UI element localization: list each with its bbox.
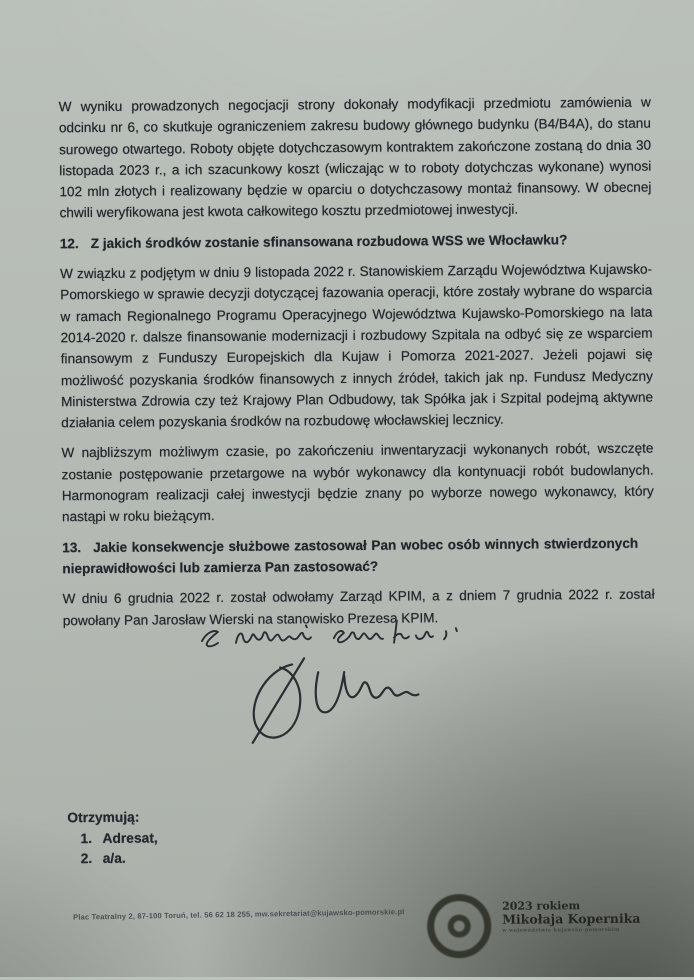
recipient-text: a/a. bbox=[102, 850, 126, 866]
recipient-item bbox=[67, 828, 157, 849]
copernicus-rings-icon bbox=[427, 894, 492, 959]
recipient-number: 2. bbox=[80, 851, 93, 867]
question-12-title: Z jakich środków zostanie sfinansowana rozbudowa WSS we Włocławku? bbox=[90, 232, 568, 251]
question-13-heading bbox=[62, 532, 638, 579]
recipient-text: Adresat, bbox=[102, 830, 158, 846]
logo-year-line: 2023 rokiem bbox=[502, 899, 581, 913]
question-13-answer-paragraph: W dniu 6 grudnia 2022 r. został odwołamy Zarząd KPIM, a z dniem 7 grudnia 2022 r. został powołany Pan Jarosław Wierski na stanowisko Prezesa KPIM. bbox=[62, 586, 655, 628]
logo-name-line: Mikołaja Kopernika bbox=[502, 910, 641, 927]
logo-caption: w województwie kujawsko-pomorskim bbox=[502, 926, 620, 934]
recipient-number: 1. bbox=[80, 830, 93, 846]
recipients-label: Otrzymują: bbox=[67, 809, 140, 826]
letter-body bbox=[59, 92, 655, 640]
signature-stroke bbox=[238, 649, 429, 750]
question-12-answer-paragraph: W najbliższym możliwym czasie, po zakończeniu inwentaryzacji wykonanych robót, wszczęte zostanie postępowanie przetargowe na wybór wykonawcy dla kontynuacji robót budowlanych. Harmonogram realizacji całej inwestycji będzie znany po wyborze nowego wykonawcy, który nastąpi w roku bieżącym. bbox=[61, 441, 654, 525]
question-12-answer-paragraph: W związku z podjętym w dniu 9 listopada 2022 r. Stanowiskiem Zarządu Województwa Kujawsko-Pomorskiego w sprawie decyzji dotyczącej fazowania operacji, które zostały wybrane do wsparcia w ramach Regionalnego Programu Operacyjnego Województwa Kujawsko-Pomorskiego na lata 2014-2020 r. dalsze finansowanie modernizacji i rozbudowy Szpitala na odbyć się ze wsparciem finansowym z Funduszy Europejskich dla Kujaw i Pomorza 2021-2027. Jeżeli pojawi się możliwość pozyskania środków finansowych z innych źródeł, takich jak np. Fundusz Medyczny Ministerstwa Zdrowia czy też Krajowy Plan Odbudowy, tak Spółka jak i Szpital podejmą aktywne działania celem pozyskania środków na rozbudowę włocławskiej lecznicy. bbox=[60, 261, 654, 431]
question-13-title: Jakie konsekwencje służbowe zastosował Pan wobec osób winnych stwierdzonych nieprawidłowości lub zamierza Pan zastosować? bbox=[62, 535, 639, 577]
footer-address: Plac Teatralny 2, 87-100 Toruń, tel. 56 62 18 255, mw.sekretariat@kujawsko-pomorskie.pl bbox=[73, 907, 405, 922]
copernicus-logo-text bbox=[502, 900, 641, 934]
question-12-number: 12. bbox=[59, 235, 79, 252]
signature-scribble bbox=[238, 649, 429, 755]
copernicus-year-logo bbox=[427, 893, 641, 959]
question-12-heading bbox=[60, 228, 652, 254]
recipients-block bbox=[67, 808, 158, 870]
recipient-item bbox=[68, 849, 158, 870]
intro-paragraph: W wyniku prowadzonych negocjacji strony dokonały modyfikacji przedmiotu zamówienia w odcinku nr 6, co skutkuje ograniczeniem zakresu budowy głównego budynku (B4/B4A), do stanu surowego otwartego. Roboty objęte dotychczasowym kontraktem zakończone zostaną do dnia 30 listopada 2023 r., a ich szacunkowy koszt (wliczając w to roboty dotychczas wykonane) wynosi 102 mln złotych i realizowany będzie w oparciu o dotychczasowy montaż finansowy. W obecnej chwili weryfikowana jest kwota całkowitego kosztu przedmiotowej inwestycji. bbox=[58, 94, 652, 221]
question-13-number: 13. bbox=[62, 539, 82, 555]
